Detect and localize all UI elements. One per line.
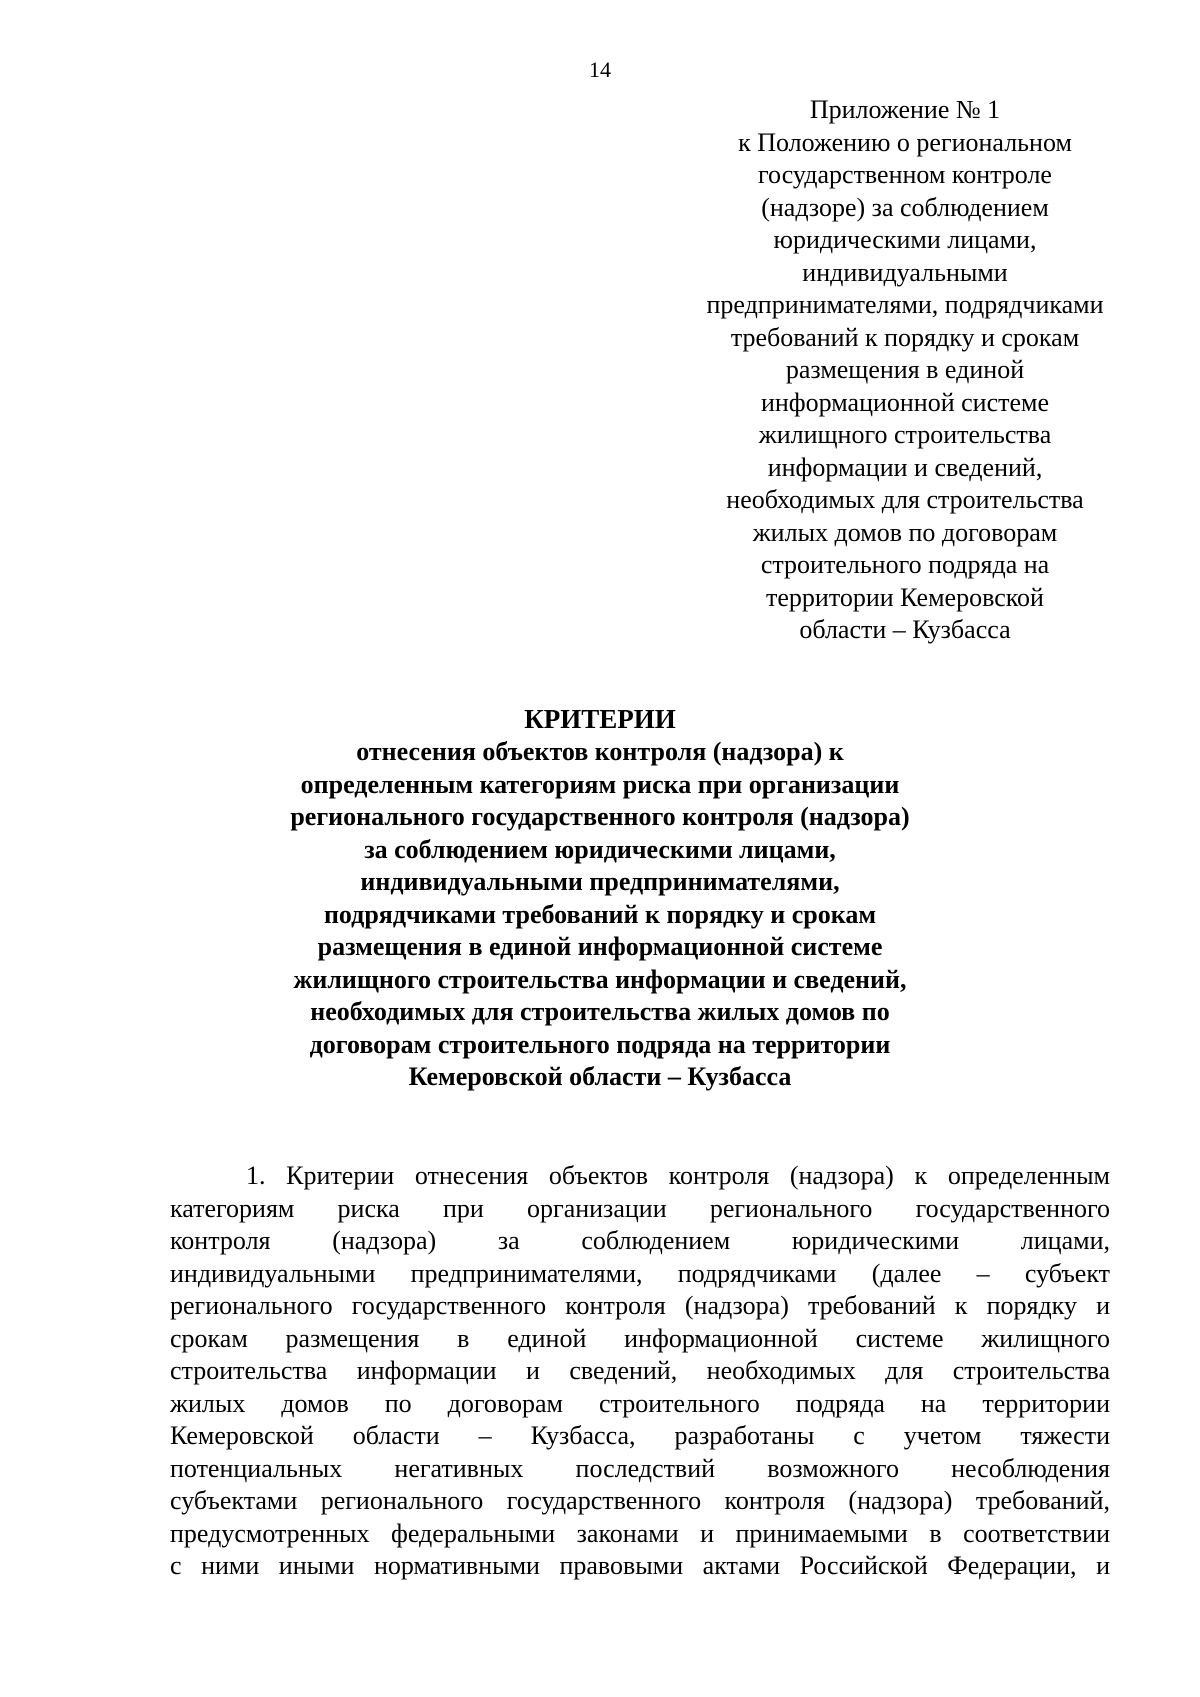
- appendix-line: предпринимателями, подрядчиками: [706, 290, 1104, 319]
- appendix-line: юридическими лицами,: [773, 225, 1037, 254]
- body-line: 1. Критерии отнесения объектов контроля (надзора) к определенным: [246, 1161, 1110, 1190]
- body-line: категориям риска при организации регионального государственного: [170, 1193, 1110, 1223]
- appendix-line: жилищного строительства: [758, 420, 1052, 449]
- appendix-line: Приложение № 1: [809, 95, 1001, 124]
- appendix-line: информационной системе: [760, 387, 1050, 417]
- title-line: отнесения объектов контроля (надзора) к: [356, 737, 844, 766]
- title-line: Кемеровской области – Кузбасса: [408, 1062, 792, 1091]
- document-title: [0, 702, 1200, 1094]
- title-line: договорам строительного подряда на территории: [309, 1029, 891, 1059]
- appendix-line: необходимых для строительства: [726, 485, 1084, 514]
- title-line: регионального государственного контроля (надзора): [290, 802, 910, 831]
- title-line: необходимых для строительства жилых домов по: [310, 997, 890, 1026]
- title-line: жилищного строительства информации и сведений,: [293, 964, 907, 994]
- appendix-line: жилых домов по договорам: [752, 517, 1058, 547]
- body-line: с ними иными нормативными правовыми актами Российской Федерации, и: [170, 1551, 1110, 1580]
- appendix-line: территории Кемеровской: [766, 582, 1044, 612]
- appendix-line: области – Кузбасса: [799, 615, 1011, 644]
- body-line: жилых домов по договорам строительного подряда на территории: [170, 1388, 1110, 1418]
- appendix-line: строительного подряда на: [760, 550, 1050, 579]
- body-line: Кемеровской области – Кузбасса, разработаны с учетом тяжести: [170, 1421, 1110, 1450]
- body-line: регионального государственного контроля (надзора) требований к порядку и: [170, 1291, 1110, 1320]
- body-line: потенциальных негативных последствий возможного несоблюдения: [170, 1453, 1110, 1483]
- title-line: за соблюдением юридическими лицами,: [364, 834, 836, 864]
- title-line: определенным категориям риска при организации: [300, 769, 900, 799]
- title-line: индивидуальными предпринимателями,: [360, 867, 840, 896]
- body-line: контроля (надзора) за соблюдением юридическими лицами,: [170, 1226, 1110, 1255]
- title-line: подрядчиками требований к порядку и срокам: [323, 899, 877, 929]
- appendix-line: индивидуальными: [802, 257, 1008, 287]
- body-line: субъектами регионального государственного контроля (надзора) требований,: [170, 1486, 1110, 1515]
- appendix-line: к Положению о региональном: [738, 127, 1072, 157]
- appendix-reference: [655, 94, 1155, 647]
- body-paragraph: [170, 1160, 1110, 1583]
- appendix-line: размещения в единой: [785, 355, 1025, 384]
- body-line: индивидуальными предпринимателями, подрядчиками (далее – субъект: [170, 1258, 1110, 1288]
- page-number: 14: [589, 57, 611, 82]
- body-line: срокам размещения в единой информационной системе жилищного: [170, 1323, 1110, 1353]
- title-heading: КРИТЕРИИ: [524, 704, 676, 734]
- appendix-line: информации и сведений,: [767, 452, 1043, 482]
- body-line: строительства информации и сведений, необходимых для строительства: [170, 1356, 1110, 1385]
- body-line: предусмотренных федеральными законами и принимаемыми в соответствии: [170, 1518, 1110, 1548]
- appendix-line: требований к порядку и срокам: [730, 322, 1080, 352]
- title-line: размещения в единой информационной системе: [317, 932, 883, 961]
- appendix-line: (надзоре) за соблюдением: [761, 192, 1049, 222]
- appendix-line: государственном контроле: [758, 160, 1052, 189]
